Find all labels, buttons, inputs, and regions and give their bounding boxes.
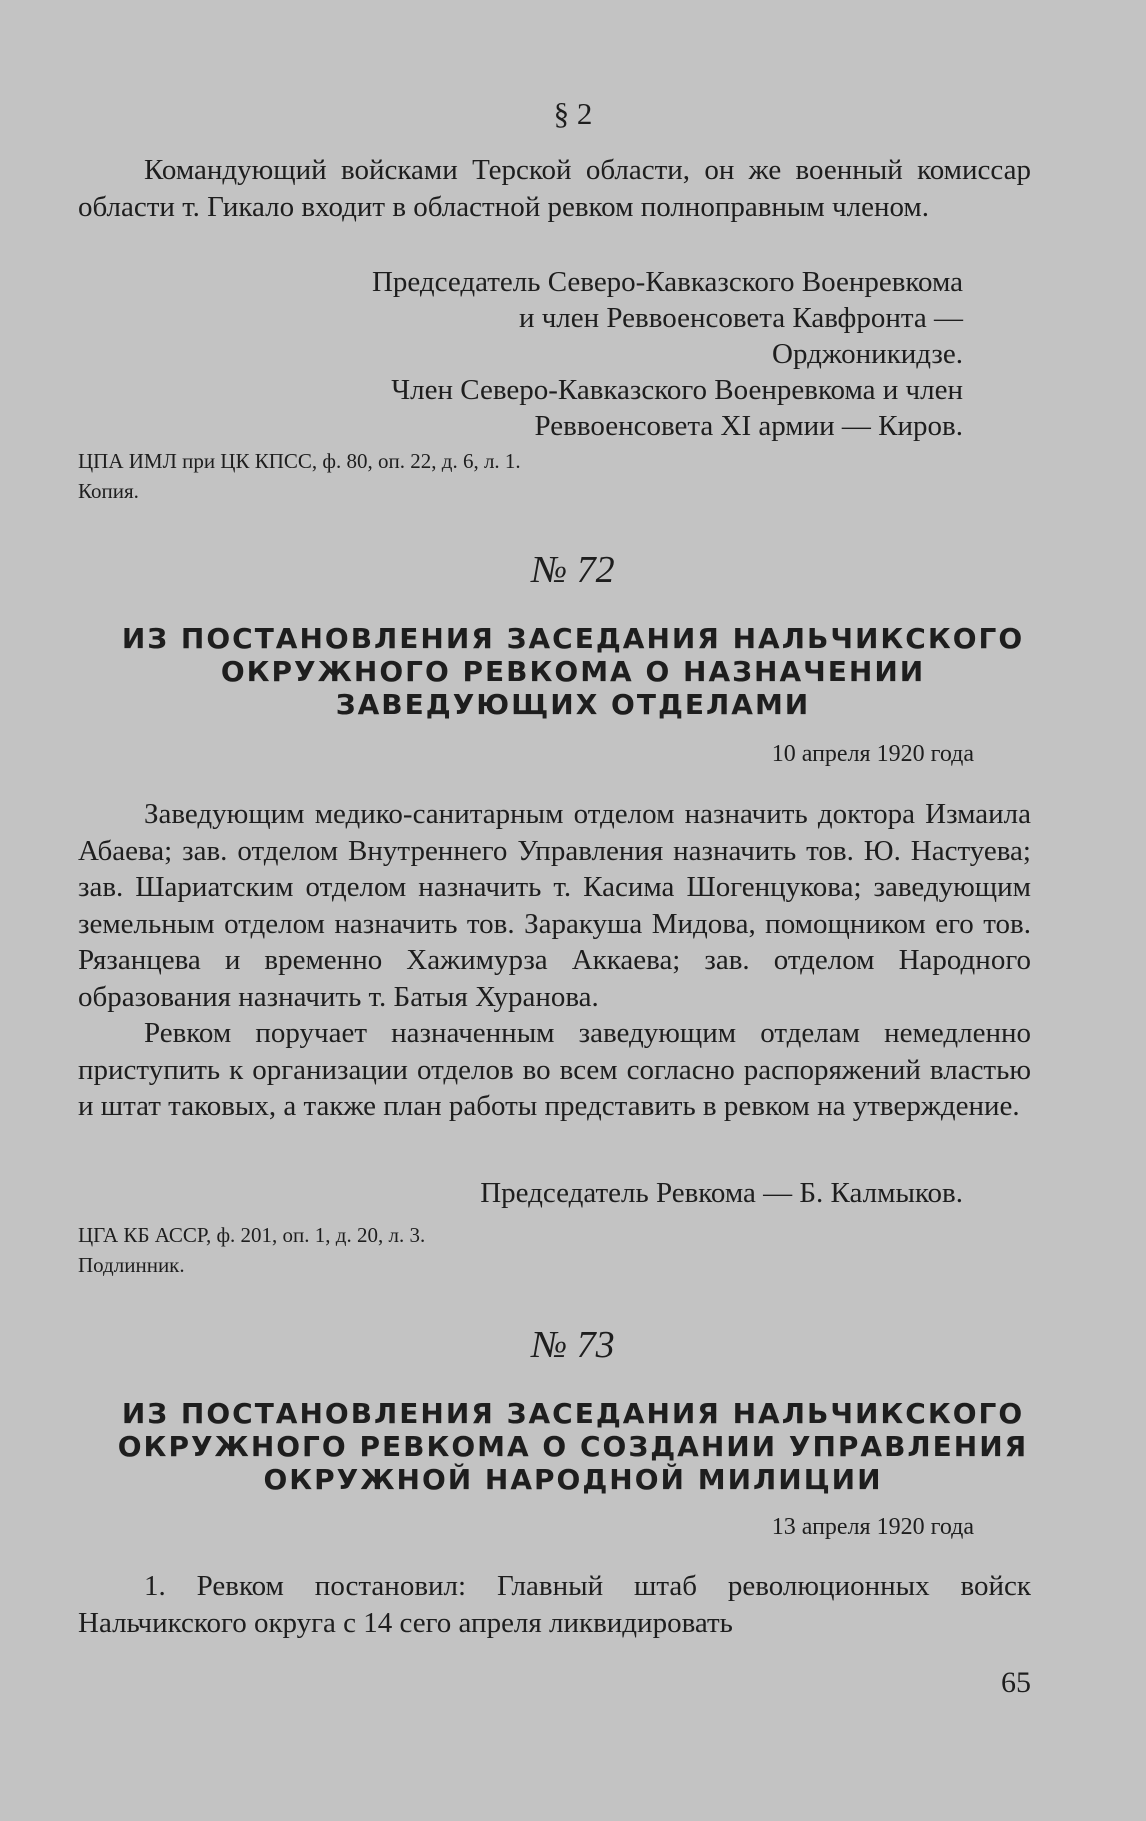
doc73-paragraph-1: 1. Ревком постановил: Главный штаб революционных войск Нальчикского округа с 14 сего апреля ликвидировать — [78, 1570, 1031, 1639]
section2-signature-line-2: и член Реввоенсовета Кавфронта — — [518, 302, 963, 334]
doc72-number: № 72 — [531, 549, 615, 591]
section2-signature-line-5: Реввоенсовета XI армии — Киров. — [534, 410, 963, 442]
doc73-body — [78, 1568, 1031, 1641]
doc72-source-type: Подлинник. — [78, 1253, 185, 1277]
doc72-paragraph-1: Заведующим медико-санитарным отделом назначить доктора Измаила Абаева; зав. отделом Внутреннего Управления назначить тов. Ю. Настуева; зав. Шариатским отделом назначить т. Касима Шогенцукова; заведующим земельным отделом назначить тов. Заракуша Мидова, помощником его тов. Рязанцева и временно Хажимурза Аккаева; зав. отделом Народного образования назначить т. Батыя Хуранова. — [78, 798, 1031, 1013]
doc73-number: № 73 — [531, 1324, 615, 1366]
section2-signature-line-4: Член Северо-Кавказского Военревкома и член — [391, 374, 963, 406]
doc73-title-line-2: ОКРУЖНОГО РЕВКОМА О СОЗДАНИИ УПРАВЛЕНИЯ — [117, 1430, 1029, 1463]
doc72-title — [60, 622, 1086, 721]
doc73-title-line-1: ИЗ ПОСТАНОВЛЕНИЯ ЗАСЕДАНИЯ НАЛЬЧИКСКОГО — [121, 1397, 1025, 1430]
doc72-paragraph-2: Ревком поручает назначенным заведующим отделам немедленно приступить к организации отделов во всем согласно распоряжений властью и штат таковых, а также план работы представить в ревком на утверждение. — [78, 1017, 1031, 1122]
doc73-date: 13 апреля 1920 года — [771, 1514, 974, 1540]
doc73-title — [60, 1397, 1086, 1496]
doc72-body — [78, 796, 1031, 1125]
page-number: 65 — [1001, 1666, 1031, 1699]
doc72-date: 10 апреля 1920 года — [771, 741, 974, 767]
doc72-signature: Председатель Ревкома — Б. Калмыков. — [480, 1177, 963, 1209]
section-header: § 2 — [553, 96, 593, 131]
section2-signature-line-1: Председатель Северо-Кавказского Военревкома — [371, 266, 963, 298]
section2-paragraph: Командующий войсками Терской области, он же военный комиссар области т. Гикало входит в областной ревком полноправным членом. — [78, 154, 1031, 223]
section2-source-type: Копия. — [78, 479, 139, 503]
section2-source — [78, 446, 521, 506]
doc72-archive-reference: ЦГА КБ АССР, ф. 201, оп. 1, д. 20, л. 3. — [78, 1223, 426, 1247]
section2-signature-line-3: Орджоникидзе. — [772, 338, 963, 370]
doc72-title-line-1: ИЗ ПОСТАНОВЛЕНИЯ ЗАСЕДАНИЯ НАЛЬЧИКСКОГО — [121, 622, 1025, 655]
doc72-title-line-3: ЗАВЕДУЮЩИХ ОТДЕЛАМИ — [335, 688, 811, 721]
section2-text — [78, 152, 1031, 225]
doc72-title-line-2: ОКРУЖНОГО РЕВКОМА О НАЗНАЧЕНИИ — [220, 655, 926, 688]
doc73-title-line-3: ОКРУЖНОЙ НАРОДНОЙ МИЛИЦИИ — [263, 1463, 883, 1496]
doc72-source — [78, 1220, 425, 1280]
section2-archive-reference: ЦПА ИМЛ при ЦК КПСС, ф. 80, оп. 22, д. 6, л. 1. — [78, 449, 521, 473]
